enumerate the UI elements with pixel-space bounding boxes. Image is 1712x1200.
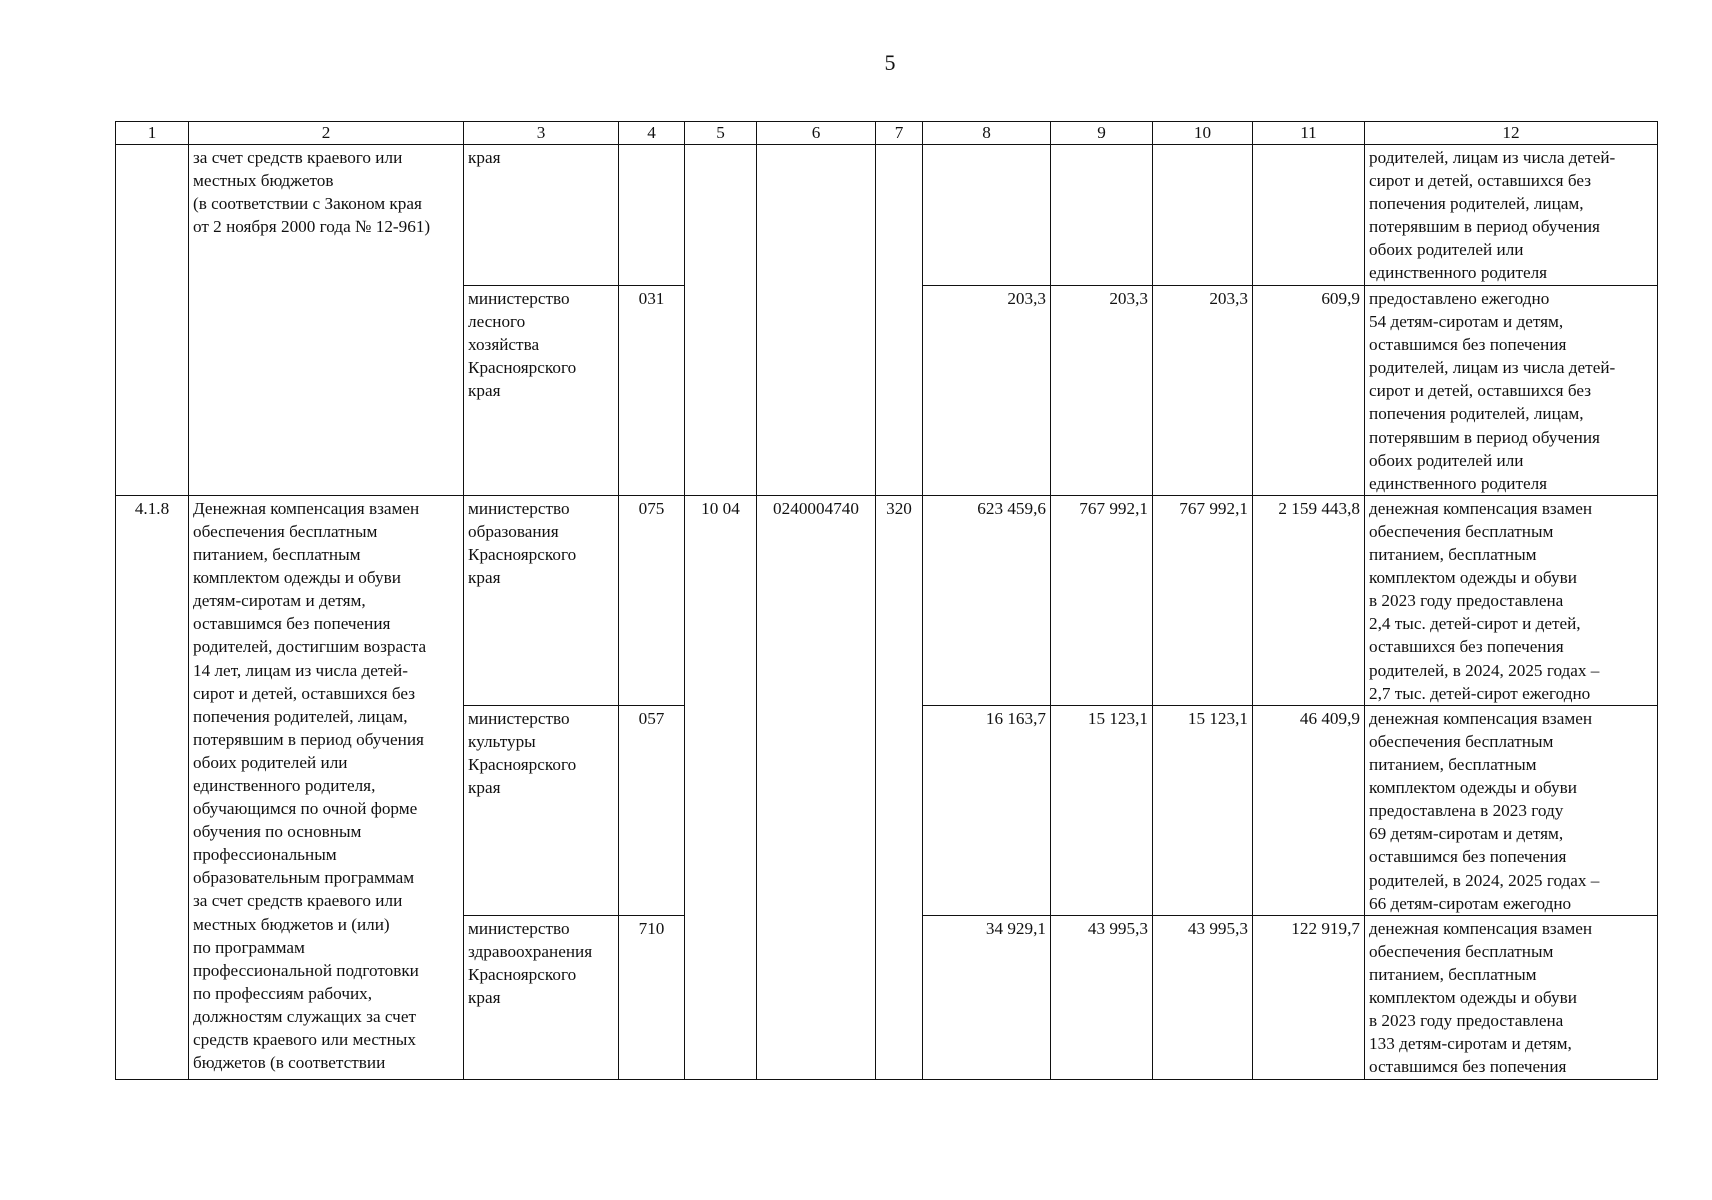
target-article-cell [757,145,876,496]
column-number-header: 3 [464,122,619,145]
section-code-cell: 10 04 [685,495,757,1079]
executor-cell: министерство образования Красноярского края [464,495,619,705]
year-2024-cell: 203,3 [1051,286,1153,496]
executor-cell: министерство культуры Красноярского края [464,705,619,915]
table-row [116,145,1658,286]
year-2025-cell: 767 992,1 [1153,495,1253,705]
year-2025-cell [1153,145,1253,286]
expected-result-cell: родителей, лицам из числа детей- сирот и детей, оставшихся без попечения родителей, лицам, потерявшим в период обучения обоих родителей или единственного родителя [1365,145,1658,286]
program-activities-table [115,121,1658,1080]
year-2025-cell: 15 123,1 [1153,705,1253,915]
year-2023-cell [923,145,1051,286]
total-cell: 122 919,7 [1253,915,1365,1079]
total-cell: 46 409,9 [1253,705,1365,915]
expense-type-cell [876,145,923,496]
year-2024-cell: 767 992,1 [1051,495,1153,705]
grbs-code-cell: 057 [619,705,685,915]
year-2023-cell: 34 929,1 [923,915,1051,1079]
column-number-header: 7 [876,122,923,145]
expected-result-cell: денежная компенсация взамен обеспечения бесплатным питанием, бесплатным комплектом одежды и обуви в 2023 году предоставлена 133 детям-сиротам и детям, оставшимся без попечения [1365,915,1658,1079]
column-number-header: 11 [1253,122,1365,145]
column-number-header: 5 [685,122,757,145]
column-number-header: 8 [923,122,1051,145]
executor-cell: края [464,145,619,286]
year-2025-cell: 203,3 [1153,286,1253,496]
page-number: 5 [884,50,896,75]
year-2024-cell: 43 995,3 [1051,915,1153,1079]
target-article-cell: 0240004740 [757,495,876,1079]
activity-name-cell: за счет средств краевого или местных бюджетов (в соответствии с Законом края от 2 ноября 2000 года № 12-961) [189,145,464,496]
column-number-header: 6 [757,122,876,145]
activity-name-cell: Денежная компенсация взамен обеспечения бесплатным питанием, бесплатным комплектом одежды и обуви детям-сиротам и детям, оставшимся без попечения родителей, достигшим возраста 14 лет, лицам из числа детей- сирот и детей, оставшихся без попечения родителей, лицам, потерявшим в период обучения обоих родителей или единственного родителя, обучающимся по очной форме обучения по основным профессиональным образовательным программам за счет средств краевого или местных бюджетов и (или) по программам профессиональной подготовки по профессиям рабочих, должностям служащих за счет средств краевого или местных бюджетов (в соответствии [189,495,464,1079]
column-number-header: 1 [116,122,189,145]
column-number-header: 9 [1051,122,1153,145]
expected-result-cell: предоставлено ежегодно 54 детям-сиротам и детям, оставшимся без попечения родителей, лицам из числа детей- сирот и детей, оставшихся без попечения родителей, лицам, потерявшим в период обучения обоих родителей или единственного родителя [1365,286,1658,496]
expense-type-cell: 320 [876,495,923,1079]
year-2023-cell: 16 163,7 [923,705,1051,915]
year-2024-cell [1051,145,1153,286]
column-number-header: 2 [189,122,464,145]
column-number-header: 12 [1365,122,1658,145]
item-number-cell: 4.1.8 [116,495,189,1079]
expected-result-cell: денежная компенсация взамен обеспечения бесплатным питанием, бесплатным комплектом одежды и обуви в 2023 году предоставлена 2,4 тыс. детей-сирот и детей, оставшихся без попечения родителей, в 2024, 2025 годах – 2,7 тыс. детей-сирот ежегодно [1365,495,1658,705]
year-2025-cell: 43 995,3 [1153,915,1253,1079]
column-number-header: 10 [1153,122,1253,145]
total-cell [1253,145,1365,286]
column-number-header: 4 [619,122,685,145]
executor-cell: министерство лесного хозяйства Красноярского края [464,286,619,496]
column-number-header-row [116,122,1658,145]
total-cell: 2 159 443,8 [1253,495,1365,705]
grbs-code-cell: 031 [619,286,685,496]
grbs-code-cell: 710 [619,915,685,1079]
grbs-code-cell [619,145,685,286]
executor-cell: министерство здравоохранения Красноярского края [464,915,619,1079]
year-2023-cell: 623 459,6 [923,495,1051,705]
grbs-code-cell: 075 [619,495,685,705]
expected-result-cell: денежная компенсация взамен обеспечения бесплатным питанием, бесплатным комплектом одежды и обуви предоставлена в 2023 году 69 детям-сиротам и детям, оставшимся без попечения родителей, в 2024, 2025 годах – 66 детям-сиротам ежегодно [1365,705,1658,915]
table-row [116,495,1658,705]
item-number-cell [116,145,189,496]
year-2023-cell: 203,3 [923,286,1051,496]
total-cell: 609,9 [1253,286,1365,496]
section-code-cell [685,145,757,496]
year-2024-cell: 15 123,1 [1051,705,1153,915]
